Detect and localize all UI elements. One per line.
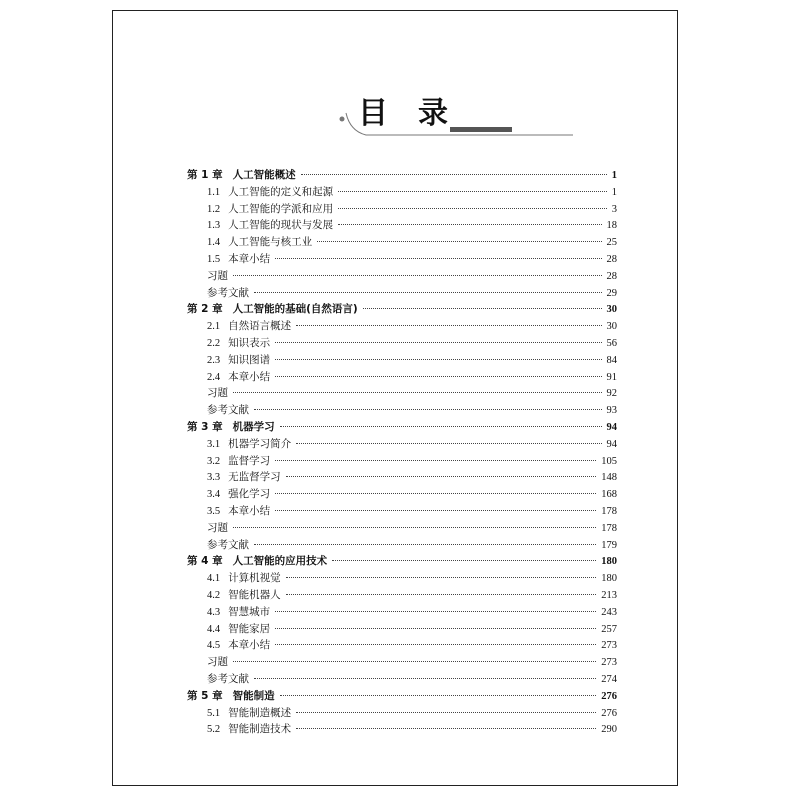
toc-section-row[interactable] xyxy=(187,486,617,503)
toc-entry-label: 机器学习 xyxy=(232,420,275,433)
toc-page-number: 148 xyxy=(601,472,617,484)
toc-leader-dots xyxy=(275,510,596,511)
toc-page-number: 273 xyxy=(601,657,617,669)
toc-page-number: 84 xyxy=(606,354,617,366)
toc-leader-dots xyxy=(301,174,607,175)
toc-section-row[interactable] xyxy=(187,705,617,722)
toc-leader-dots xyxy=(286,476,597,477)
toc-section-row[interactable] xyxy=(187,570,617,587)
toc-entry-number: 第 5 章 xyxy=(187,689,223,702)
toc-leader-dots xyxy=(280,695,597,696)
toc-section-row[interactable] xyxy=(187,217,617,234)
toc-entry-label: 习题 xyxy=(207,269,228,282)
toc-entry-label: 习题 xyxy=(207,656,228,669)
toc-entry-label: 无监督学习 xyxy=(228,471,281,484)
toc-entry-number: 2.4 xyxy=(207,371,221,383)
toc-page-number: 180 xyxy=(601,573,617,585)
toc-leader-dots xyxy=(296,712,596,713)
toc-entry-label: 计算机视觉 xyxy=(228,572,281,585)
toc-title-block xyxy=(328,83,588,143)
toc-leader-dots xyxy=(233,527,596,528)
toc-entry-number: 1.5 xyxy=(207,253,221,265)
toc-leader-dots xyxy=(275,644,596,645)
toc-leader-dots xyxy=(280,426,602,427)
toc-leader-dots xyxy=(254,409,602,410)
toc-leader-dots xyxy=(338,191,607,192)
toc-page-number: 276 xyxy=(601,707,617,719)
toc-section-row[interactable] xyxy=(187,352,617,369)
toc-leader-dots xyxy=(338,224,601,225)
toc-entry-label: 机器学习简介 xyxy=(228,437,292,450)
toc-extra-row[interactable] xyxy=(187,671,617,688)
toc-leader-dots xyxy=(275,359,601,360)
toc-page-number: 178 xyxy=(601,522,617,534)
toc-leader-dots xyxy=(338,208,607,209)
toc-page-number: 290 xyxy=(601,724,617,736)
toc-section-row[interactable] xyxy=(187,503,617,520)
toc-entry-label: 人工智能的学派和应用 xyxy=(228,202,334,215)
toc-entry-label: 智慧城市 xyxy=(228,605,271,618)
toc-page-number: 273 xyxy=(601,640,617,652)
toc-page-number: 257 xyxy=(601,623,617,635)
toc-entry-number: 第 3 章 xyxy=(187,420,223,433)
toc-leader-dots xyxy=(363,308,602,309)
toc-section-row[interactable] xyxy=(187,335,617,352)
toc-leader-dots xyxy=(296,325,601,326)
toc-entry-number: 第 1 章 xyxy=(187,169,223,181)
toc-section-row[interactable] xyxy=(187,318,617,335)
toc-page-number: 178 xyxy=(601,505,617,517)
toc-extra-row[interactable] xyxy=(187,285,617,302)
toc-entry-number: 4.4 xyxy=(207,623,221,635)
toc-extra-row[interactable] xyxy=(187,268,617,285)
toc-entry-label: 习题 xyxy=(207,521,228,534)
toc-extra-row[interactable] xyxy=(187,537,617,554)
toc-extra-row[interactable] xyxy=(187,402,617,419)
toc-entry-number: 4.3 xyxy=(207,606,221,618)
toc-page-number: 1 xyxy=(611,186,617,198)
toc-page-number: 91 xyxy=(606,371,617,383)
toc-title: 目录 xyxy=(358,96,478,131)
toc-entry-number: 3.4 xyxy=(207,489,221,501)
toc-entry-label: 知识图谱 xyxy=(228,353,271,366)
toc-entry-label: 人工智能的基础(自然语言) xyxy=(232,303,358,316)
toc-page-number: 93 xyxy=(606,405,617,417)
toc-entry-label: 智能制造 xyxy=(232,689,275,702)
toc-entry-label: 监督学习 xyxy=(228,454,271,467)
table-of-contents xyxy=(187,167,617,738)
toc-entry-number: 1.3 xyxy=(207,220,221,232)
toc-entry-label: 自然语言概述 xyxy=(228,320,292,333)
toc-entry-number: 3.1 xyxy=(207,438,221,450)
toc-entry-label: 习题 xyxy=(207,387,228,400)
toc-entry-label: 智能制造概述 xyxy=(228,706,292,719)
toc-page-number: 94 xyxy=(606,421,617,433)
toc-entry-number: 1.1 xyxy=(207,186,221,198)
toc-entry-number: 4.5 xyxy=(207,640,221,652)
toc-leader-dots xyxy=(254,292,602,293)
toc-page-number: 243 xyxy=(601,606,617,618)
toc-leader-dots xyxy=(233,275,602,276)
toc-leader-dots xyxy=(233,392,602,393)
toc-page-number: 3 xyxy=(611,203,617,215)
toc-leader-dots xyxy=(275,376,601,377)
toc-entry-number: 1.2 xyxy=(207,203,221,215)
toc-entry-number: 3.3 xyxy=(207,472,221,484)
toc-entry-label: 参考文献 xyxy=(207,672,249,685)
toc-page-number: 168 xyxy=(601,489,617,501)
toc-page-number: 180 xyxy=(601,556,617,568)
toc-entry-number: 第 4 章 xyxy=(187,555,223,568)
toc-extra-row[interactable] xyxy=(187,654,617,671)
document-page xyxy=(112,10,678,786)
toc-page-number: 179 xyxy=(601,539,617,551)
toc-section-row[interactable] xyxy=(187,453,617,470)
toc-chapter-row[interactable] xyxy=(187,553,617,570)
toc-entry-label: 参考文献 xyxy=(207,286,249,299)
toc-entry-number: 2.2 xyxy=(207,337,221,349)
toc-leader-dots xyxy=(317,241,601,242)
toc-entry-label: 人工智能的定义和起源 xyxy=(228,185,334,198)
toc-leader-dots xyxy=(275,342,601,343)
toc-page-number: 28 xyxy=(606,270,617,282)
toc-section-row[interactable] xyxy=(187,604,617,621)
toc-section-row[interactable] xyxy=(187,369,617,386)
toc-leader-dots xyxy=(332,560,596,561)
toc-page-number: 56 xyxy=(606,337,617,349)
toc-entry-label: 本章小结 xyxy=(228,252,271,265)
toc-page-number: 30 xyxy=(606,304,617,316)
toc-entry-number: 3.2 xyxy=(207,455,221,467)
toc-leader-dots xyxy=(286,577,597,578)
toc-leader-dots xyxy=(275,628,596,629)
toc-entry-label: 强化学习 xyxy=(228,488,271,501)
toc-chapter-row[interactable] xyxy=(187,301,617,318)
toc-entry-label: 人工智能概述 xyxy=(232,169,296,181)
toc-entry-number: 2.3 xyxy=(207,354,221,366)
toc-leader-dots xyxy=(275,611,596,612)
toc-page-number: 94 xyxy=(606,438,617,450)
toc-page-number: 29 xyxy=(606,287,617,299)
toc-leader-dots xyxy=(275,493,596,494)
toc-page-number: 213 xyxy=(601,589,617,601)
toc-page-number: 30 xyxy=(606,321,617,333)
toc-entry-label: 知识表示 xyxy=(228,336,271,349)
toc-entry-label: 人工智能的现状与发展 xyxy=(228,219,334,232)
toc-page-number: 92 xyxy=(606,388,617,400)
toc-entry-label: 参考文献 xyxy=(207,404,249,417)
toc-page-number: 18 xyxy=(606,220,617,232)
toc-leader-dots xyxy=(296,443,601,444)
toc-entry-number: 5.2 xyxy=(207,724,221,736)
toc-entry-label: 智能家居 xyxy=(228,622,271,635)
toc-entry-label: 人工智能的应用技术 xyxy=(232,555,328,568)
toc-section-row[interactable] xyxy=(187,469,617,486)
toc-entry-label: 智能制造技术 xyxy=(228,723,292,736)
toc-leader-dots xyxy=(275,258,601,259)
toc-page-number: 28 xyxy=(606,253,617,265)
toc-entry-label: 本章小结 xyxy=(228,504,271,517)
toc-entry-label: 人工智能与核工业 xyxy=(228,236,313,249)
toc-section-row[interactable] xyxy=(187,251,617,268)
toc-entry-number: 4.2 xyxy=(207,589,221,601)
toc-leader-dots xyxy=(254,544,596,545)
toc-section-row[interactable] xyxy=(187,436,617,453)
toc-chapter-row[interactable] xyxy=(187,688,617,705)
toc-leader-dots xyxy=(233,661,596,662)
toc-entry-number: 3.5 xyxy=(207,505,221,517)
toc-entry-label: 本章小结 xyxy=(228,370,271,383)
toc-section-row[interactable] xyxy=(187,184,617,201)
toc-page-number: 274 xyxy=(601,673,617,685)
toc-leader-dots xyxy=(296,728,596,729)
toc-entry-number: 2.1 xyxy=(207,321,221,333)
toc-entry-label: 智能机器人 xyxy=(228,588,281,601)
toc-chapter-row[interactable] xyxy=(187,167,617,184)
toc-entry-label: 本章小结 xyxy=(228,639,271,652)
toc-chapter-row[interactable] xyxy=(187,419,617,436)
toc-section-row[interactable] xyxy=(187,587,617,604)
toc-extra-row[interactable] xyxy=(187,385,617,402)
toc-entry-number: 1.4 xyxy=(207,237,221,249)
toc-leader-dots xyxy=(254,678,596,679)
toc-section-row[interactable] xyxy=(187,721,617,738)
toc-section-row[interactable] xyxy=(187,637,617,654)
toc-entry-number: 5.1 xyxy=(207,707,221,719)
toc-page-number: 105 xyxy=(601,455,617,467)
toc-leader-dots xyxy=(286,594,597,595)
toc-leader-dots xyxy=(275,460,596,461)
toc-extra-row[interactable] xyxy=(187,520,617,537)
toc-page-number: 276 xyxy=(601,690,617,702)
toc-entry-label: 参考文献 xyxy=(207,538,249,551)
toc-page-number: 25 xyxy=(606,237,617,249)
toc-section-row[interactable] xyxy=(187,621,617,638)
toc-section-row[interactable] xyxy=(187,201,617,218)
toc-section-row[interactable] xyxy=(187,234,617,251)
toc-page-number: 1 xyxy=(611,170,617,181)
toc-entry-number: 4.1 xyxy=(207,573,221,585)
toc-entry-number: 第 2 章 xyxy=(187,303,223,316)
